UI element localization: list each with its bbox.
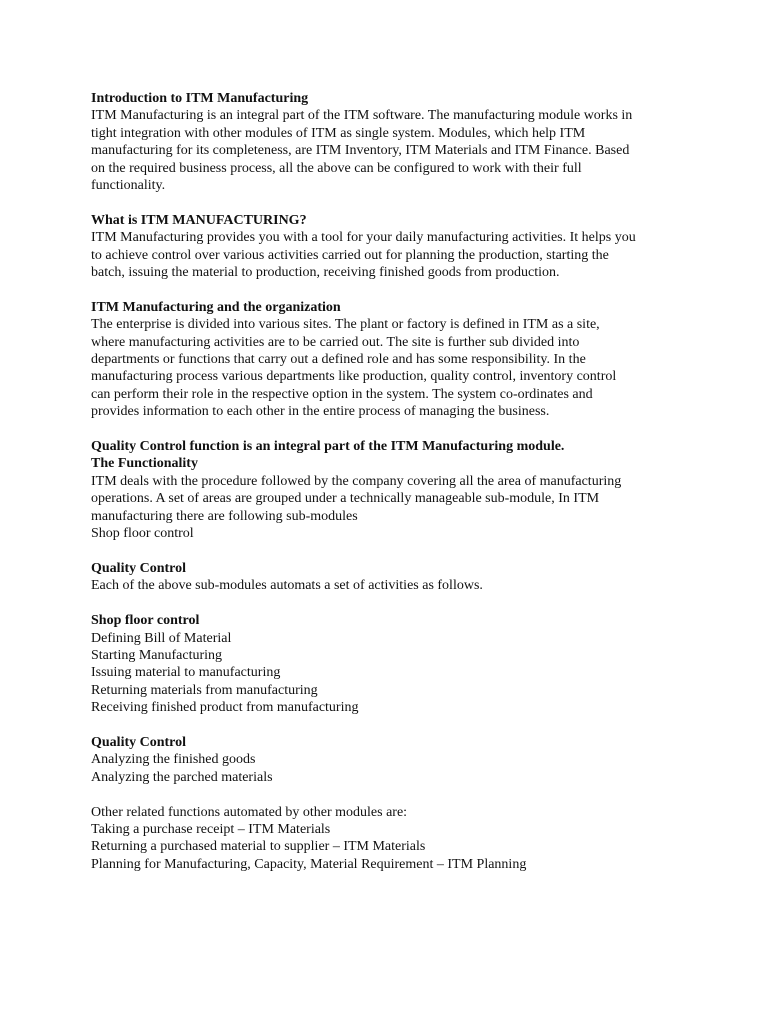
body-line: manufacturing for its completeness, are ITM Inventory, ITM Materials and ITM Finance. Based xyxy=(91,143,630,159)
body-line: tight integration with other modules of ITM as single system. Modules, which help ITM xyxy=(91,125,586,141)
body-line: where manufacturing activities are to be carried out. The site is further sub divided into xyxy=(91,334,580,350)
section-heading: Quality Control xyxy=(91,734,187,750)
list-item: Starting Manufacturing xyxy=(91,647,223,663)
body-line: batch, issuing the material to production, receiving finished goods from production. xyxy=(91,265,560,281)
section-heading: Quality Control function is an integral part of the ITM Manufacturing module. xyxy=(91,439,565,455)
section-functionality xyxy=(91,438,691,542)
body-line: manufacturing process various departments like production, quality control, inventory control xyxy=(91,369,617,385)
list-item: Analyzing the parched materials xyxy=(91,769,273,785)
list-item: Issuing material to manufacturing xyxy=(91,665,281,681)
document-body xyxy=(91,90,691,891)
section-heading: What is ITM MANUFACTURING? xyxy=(91,212,307,228)
section-quality-control-intro xyxy=(91,560,691,595)
body-line: provides information to each other in the entire process of managing the business. xyxy=(91,404,550,420)
section-intro xyxy=(91,90,691,194)
section-heading: Shop floor control xyxy=(91,613,200,629)
section-what-is xyxy=(91,212,691,282)
body-line: ITM Manufacturing is an integral part of the ITM software. The manufacturing module works in xyxy=(91,108,633,124)
body-line: ITM deals with the procedure followed by the company covering all the area of manufacturing xyxy=(91,473,622,489)
section-heading: Quality Control xyxy=(91,560,187,576)
body-line: Shop floor control xyxy=(91,526,194,542)
body-line: ITM Manufacturing provides you with a tool for your daily manufacturing activities. It helps you xyxy=(91,230,636,246)
body-line: on the required business process, all the above can be configured to work with their full xyxy=(91,160,582,176)
body-line: can perform their role in the respective option in the system. The system co-ordinates and xyxy=(91,386,593,402)
list-item: Returning a purchased material to supplier – ITM Materials xyxy=(91,839,426,855)
body-line: operations. A set of areas are grouped under a technically manageable sub-module, In ITM xyxy=(91,491,600,507)
list-item: Taking a purchase receipt – ITM Materials xyxy=(91,821,331,837)
body-line: to achieve control over various activities carried out for planning the production, starting the xyxy=(91,247,609,263)
body-line: departments or functions that carry out a defined role and has some responsibility. In the xyxy=(91,352,586,368)
list-item: Defining Bill of Material xyxy=(91,630,232,646)
section-shop-floor xyxy=(91,612,691,716)
list-item: Planning for Manufacturing, Capacity, Material Requirement – ITM Planning xyxy=(91,856,527,872)
body-line: Other related functions automated by other modules are: xyxy=(91,804,408,820)
body-line: manufacturing there are following sub-modules xyxy=(91,508,358,524)
section-subheading: The Functionality xyxy=(91,456,198,472)
section-organization xyxy=(91,299,691,421)
section-quality-control-activities xyxy=(91,734,691,786)
list-item: Analyzing the finished goods xyxy=(91,752,256,768)
list-item: Receiving finished product from manufacturing xyxy=(91,700,359,716)
section-heading: Introduction to ITM Manufacturing xyxy=(91,91,309,106)
body-line: The enterprise is divided into various sites. The plant or factory is defined in ITM as a site, xyxy=(91,317,600,333)
body-line: functionality. xyxy=(91,178,166,194)
body-line: Each of the above sub-modules automats a set of activities as follows. xyxy=(91,578,483,594)
section-heading: ITM Manufacturing and the organization xyxy=(91,299,341,315)
section-other-functions xyxy=(91,804,691,874)
list-item: Returning materials from manufacturing xyxy=(91,682,318,698)
